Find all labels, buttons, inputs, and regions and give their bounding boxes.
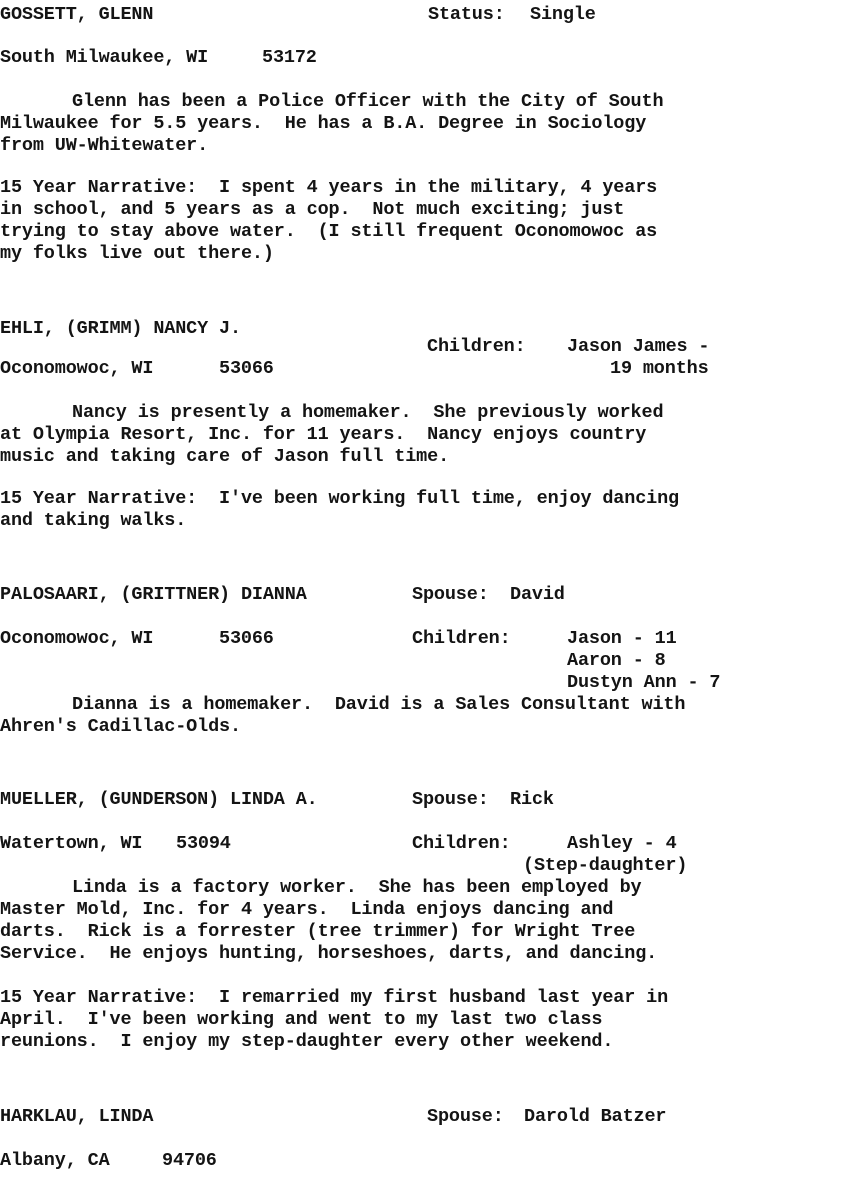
entry-city: Oconomowoc, WI (0, 628, 154, 649)
entry-city: Albany, CA (0, 1150, 110, 1171)
child-line: Dustyn Ann - 7 (567, 672, 721, 693)
bio-line: Linda is a factory worker. She has been employed by (72, 877, 642, 898)
child-line: 19 months (610, 358, 709, 379)
bio-line: Glenn has been a Police Officer with the City of South (72, 91, 664, 112)
child-line: Jason - 11 (567, 628, 677, 649)
spouse-label: Spouse: (412, 789, 489, 810)
narrative-line: and taking walks. (0, 510, 187, 531)
bio-line: music and taking care of Jason full time. (0, 446, 450, 467)
child-line: Jason James - (567, 336, 710, 357)
narrative-line: trying to stay above water. (I still frequent Oconomowoc as (0, 221, 658, 242)
entry-city: South Milwaukee, WI (0, 47, 209, 68)
bio-line: at Olympia Resort, Inc. for 11 years. Nancy enjoys country (0, 424, 647, 445)
narrative-line: reunions. I enjoy my step-daughter every other weekend. (0, 1031, 614, 1052)
bio-line: Master Mold, Inc. for 4 years. Linda enjoys dancing and (0, 899, 614, 920)
narrative-line: in school, and 5 years as a cop. Not much exciting; just (0, 199, 625, 220)
entry-city: Oconomowoc, WI (0, 358, 154, 379)
spouse-value: Rick (510, 789, 554, 810)
status-value: Single (530, 4, 596, 25)
spouse-label: Spouse: (427, 1106, 504, 1127)
narrative-line: 15 Year Narrative: I spent 4 years in the military, 4 years (0, 177, 658, 198)
entry-name: EHLI, (GRIMM) NANCY J. (0, 318, 241, 339)
entry-zip: 94706 (162, 1150, 217, 1171)
narrative-line: April. I've been working and went to my last two class (0, 1009, 603, 1030)
spouse-label: Spouse: (412, 584, 489, 605)
children-label: Children: (412, 833, 511, 854)
child-line: Ashley - 4 (567, 833, 677, 854)
child-line: (Step-daughter) (523, 855, 688, 876)
entry-zip: 53066 (219, 358, 274, 379)
children-label: Children: (427, 336, 526, 357)
entry-zip: 53066 (219, 628, 274, 649)
spouse-value: Darold Batzer (524, 1106, 667, 1127)
entry-zip: 53094 (176, 833, 231, 854)
child-line: Aaron - 8 (567, 650, 666, 671)
entry-name: HARKLAU, LINDA (0, 1106, 154, 1127)
bio-line: Ahren's Cadillac-Olds. (0, 716, 241, 737)
bio-line: Nancy is presently a homemaker. She previously worked (72, 402, 664, 423)
entry-zip: 53172 (262, 47, 317, 68)
entry-name: MUELLER, (GUNDERSON) LINDA A. (0, 789, 318, 810)
bio-line: from UW-Whitewater. (0, 135, 209, 156)
bio-line: Dianna is a homemaker. David is a Sales Consultant with (72, 694, 686, 715)
entry-name: GOSSETT, GLENN (0, 4, 154, 25)
status-label: Status: (428, 4, 505, 25)
entry-city: Watertown, WI (0, 833, 143, 854)
spouse-value: David (510, 584, 565, 605)
entry-name: PALOSAARI, (GRITTNER) DIANNA (0, 584, 307, 605)
narrative-line: my folks live out there.) (0, 243, 274, 264)
children-label: Children: (412, 628, 511, 649)
narrative-line: 15 Year Narrative: I've been working full time, enjoy dancing (0, 488, 680, 509)
bio-line: Service. He enjoys hunting, horseshoes, darts, and dancing. (0, 943, 658, 964)
bio-line: darts. Rick is a forrester (tree trimmer) for Wright Tree (0, 921, 636, 942)
bio-line: Milwaukee for 5.5 years. He has a B.A. Degree in Sociology (0, 113, 647, 134)
narrative-line: 15 Year Narrative: I remarried my first husband last year in (0, 987, 669, 1008)
